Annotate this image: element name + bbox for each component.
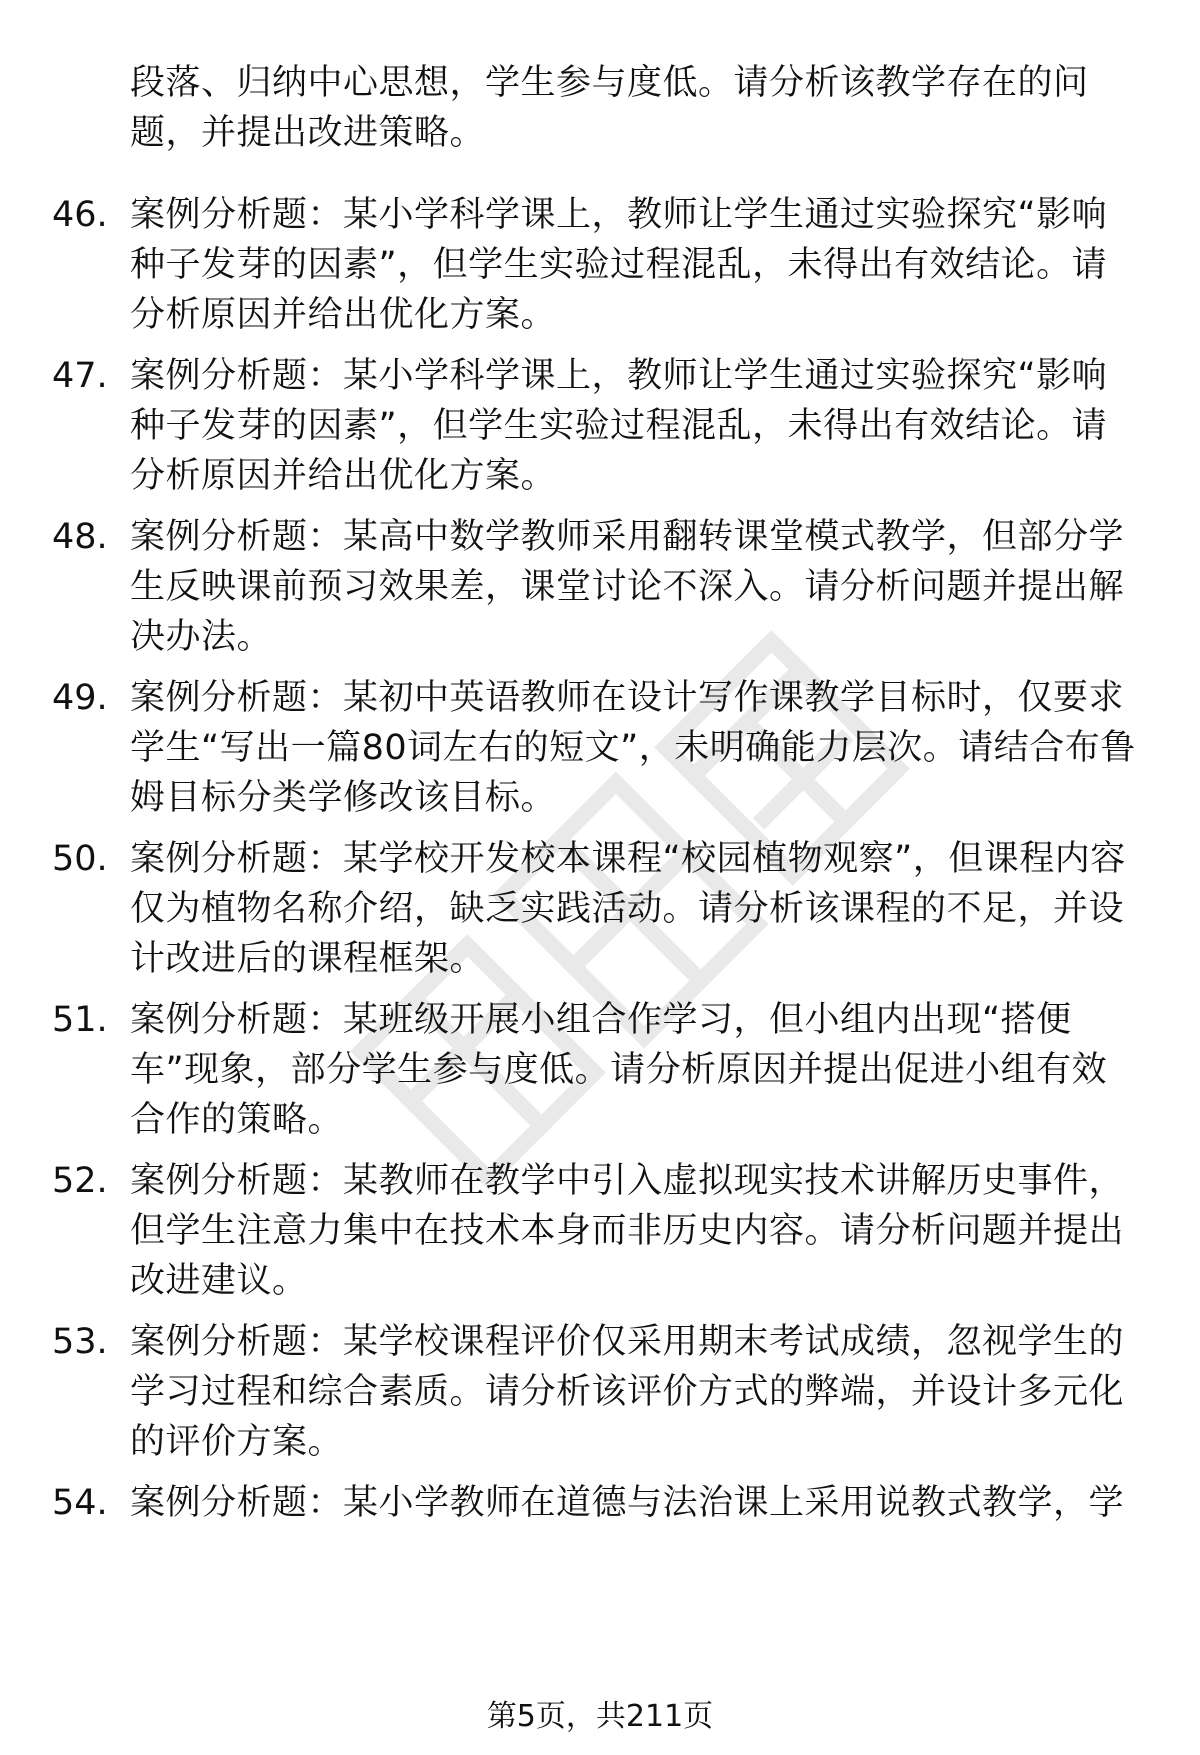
question-item: [0, 351, 1200, 512]
question-item: [0, 995, 1200, 1156]
previous-question-continuation: 段落、归纳中心思想，学生参与度低。请分析该教学存在的问题，并提出改进策略。: [130, 63, 1089, 153]
question-item: [0, 673, 1200, 834]
question-item: [0, 512, 1200, 673]
question-number: 53.: [52, 1322, 108, 1362]
question-text: 案例分析题：某高中数学教师采用翻转课堂模式教学，但部分学生反映课前预习效果差，课堂讨论不深入。请分析问题并提出解决办法。: [130, 517, 1125, 657]
question-item: [0, 1478, 1200, 1639]
question-number: 52.: [52, 1161, 108, 1201]
question-number: 46.: [52, 195, 108, 235]
question-text: 案例分析题：某教师在教学中引入虚拟现实技术讲解历史事件，但学生注意力集中在技术本身而非历史内容。请分析问题并提出改进建议。: [130, 1161, 1125, 1301]
question-item: [0, 1156, 1200, 1317]
question-item: [0, 834, 1200, 995]
question-number: 51.: [52, 1000, 108, 1040]
question-list: [0, 190, 1200, 1639]
question-text: 案例分析题：某班级开展小组合作学习，但小组内出现“搭便车”现象，部分学生参与度低。请分析原因并提出促进小组有效合作的策略。: [130, 1000, 1108, 1140]
question-item: [0, 190, 1200, 351]
question-text: 案例分析题：某初中英语教师在设计写作课教学目标时，仅要求学生“写出一篇80词左右的短文”，未明确能力层次。请结合布鲁姆目标分类学修改该目标。: [130, 678, 1136, 818]
question-number: 54.: [52, 1483, 108, 1523]
question-item: [0, 1317, 1200, 1478]
question-text: 案例分析题：某小学教师在道德与法治课上采用说教式教学，学: [130, 1483, 1125, 1523]
question-text: 案例分析题：某学校课程评价仅采用期末考试成绩，忽视学生的学习过程和综合素质。请分析该评价方式的弊端，并设计多元化的评价方案。: [130, 1322, 1125, 1462]
question-text: 案例分析题：某小学科学课上，教师让学生通过实验探究“影响种子发芽的因素”，但学生实验过程混乱，未得出有效结论。请分析原因并给出优化方案。: [130, 356, 1108, 496]
question-number: 49.: [52, 678, 108, 718]
question-text: 案例分析题：某学校开发校本课程“校园植物观察”，但课程内容仅为植物名称介绍，缺乏实践活动。请分析该课程的不足，并设计改进后的课程框架。: [130, 839, 1126, 979]
question-text: 案例分析题：某小学科学课上，教师让学生通过实验探究“影响种子发芽的因素”，但学生实验过程混乱，未得出有效结论。请分析原因并给出优化方案。: [130, 195, 1108, 335]
question-number: 47.: [52, 356, 108, 396]
page-footer: 第5页，共211页: [486, 1699, 714, 1734]
question-number: 50.: [52, 839, 108, 879]
question-number: 48.: [52, 517, 108, 557]
